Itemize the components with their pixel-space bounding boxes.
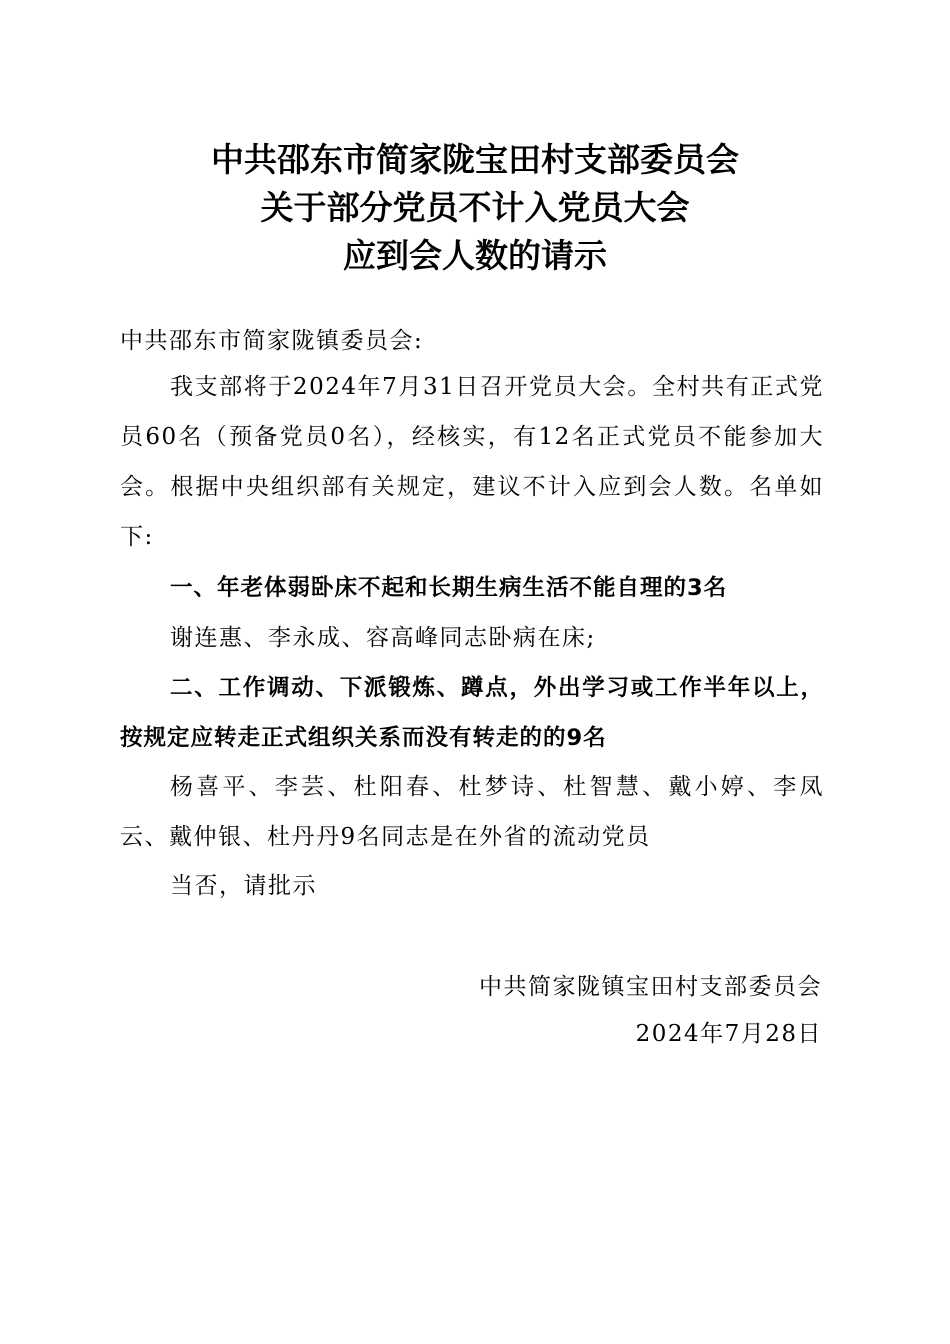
- signature-date: 2024年7月28日: [635, 1021, 822, 1047]
- section-2-heading: 二、工作调动、下派锻炼、蹲点，外出学习或工作半年以上，按规定应转走正式组织关系而没有转走的的9名: [120, 675, 824, 751]
- body-paragraph: 我支部将于2024年7月31日召开党员大会。全村共有正式党员60名（预备党员0名），经核实，有12名正式党员不能参加大会。根据中央组织部有关规定，建议不计入应到会人数。名单如下:: [120, 374, 824, 550]
- section-1-heading: 一、年老体弱卧床不起和长期生病生活不能自理的3名: [170, 575, 728, 601]
- section-2-names: 杨喜平、李芸、杜阳春、杜梦诗、杜智慧、戴小婷、李凤云、戴仲银、杜丹丹9名同志是在外省的流动党员: [120, 774, 824, 850]
- document-title: [0, 136, 950, 280]
- signature-organization: 中共简家陇镇宝田村支部委员会: [479, 974, 822, 1000]
- title-line-2: 关于部分党员不计入党员大会: [260, 188, 690, 227]
- salutation: 中共邵东市简家陇镇委员会:: [120, 328, 424, 354]
- closing-request: 当否，请批示: [170, 873, 317, 899]
- title-line-3: 应到会人数的请示: [343, 236, 607, 275]
- section-1-names: 谢连惠、李永成、容高峰同志卧病在床;: [170, 625, 596, 651]
- title-line-1: 中共邵东市简家陇宝田村支部委员会: [211, 140, 739, 179]
